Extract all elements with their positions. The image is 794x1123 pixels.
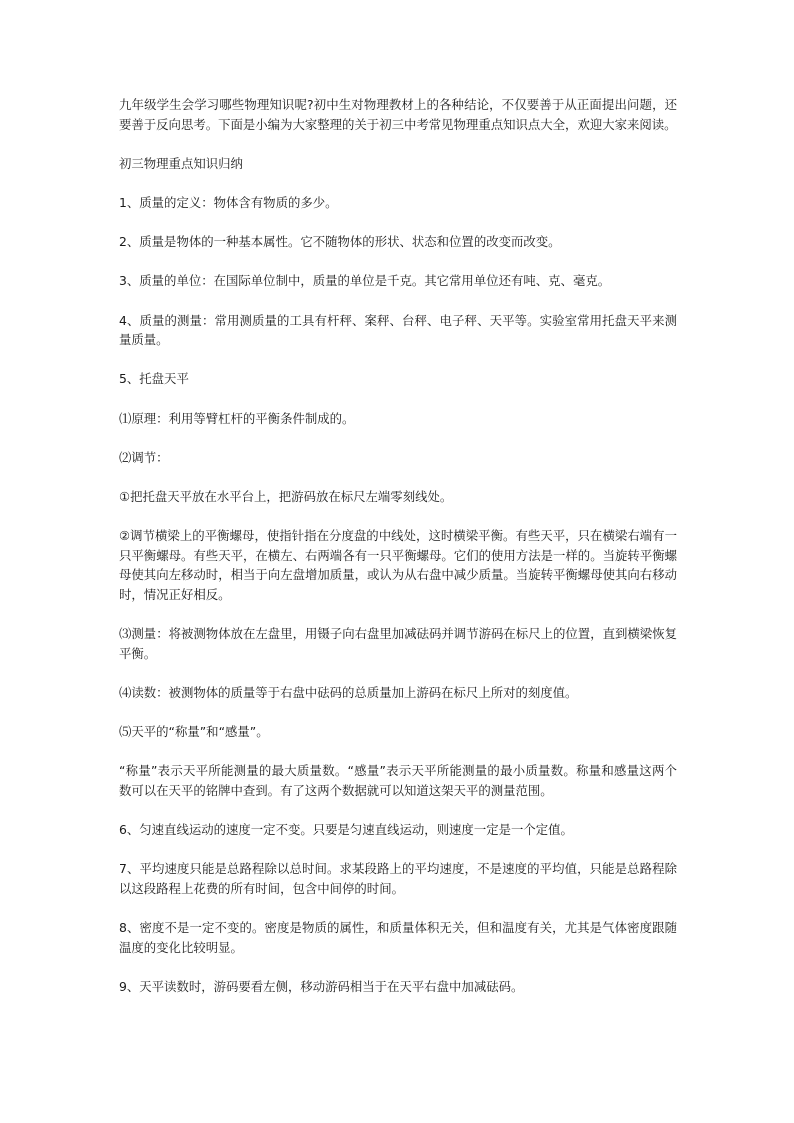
point-4-mass-measurement: 4、质量的测量：常用测质量的工具有杆秤、案秤、台秤、电子秤、天平等。实验室常用托盘天平来测量质量。 [119,312,677,348]
adjustment-step-2: ②调节横梁上的平衡螺母，使指针指在分度盘的中线处，这时横梁平衡。有些天平，只在横梁右端有一只平衡螺母。有些天平，在横左、右两端各有一只平衡螺母。它们的使用方法是一样的。当旋转平衡螺母使其向左移动时，相当于向左盘增加质量，或认为从右盘中减少质量。当旋转平衡螺母使其向右移动时，情况正好相反。 [119,528,677,602]
balance-adjustment: ⑵调节： [119,449,169,465]
point-2-mass-property: 2、质量是物体的一种基本属性。它不随物体的形状、状态和位置的改变而改变。 [119,234,561,250]
balance-capacity-sensitivity: ⑸天平的“称量”和“感量”。 [119,724,269,739]
capacity-sensitivity-explanation: “称量”表示天平所能测量的最大质量数。“感量”表示天平所能测量的最小质量数。称量和感量这两个数可以在天平的铭牌中查到。有了这两个数据就可以知道这架天平的测量范围。 [119,763,677,798]
point-5-tray-balance: 5、托盘天平 [119,371,189,387]
balance-reading: ⑷读数：被测物体的质量等于右盘中砝码的总质量加上游码在标尺上所对的刻度值。 [119,684,578,700]
point-9-balance-reading-tip: 9、天平读数时，游码要看左侧，移动游码相当于在天平右盘中加减砝码。 [119,978,524,994]
document-body [119,95,677,1016]
point-7-average-speed: 7、平均速度只能是总路程除以总时间。求某段路上的平均速度，不是速度的平均值，只能是总路程除以这段路程上花费的所有时间，包含中间停的时间。 [119,861,677,896]
balance-measuring: ⑶测量：将被测物体放在左盘里，用镊子向右盘里加减砝码并调节游码在标尺上的位置，直到横梁恢复平衡。 [119,626,677,661]
point-3-mass-unit: 3、质量的单位：在国际单位制中，质量的单位是千克。其它常用单位还有吨、克、毫克。 [119,273,611,289]
point-6-uniform-motion: 6、匀速直线运动的速度一定不变。只要是匀速直线运动，则速度一定是一个定值。 [119,821,573,837]
intro-paragraph: 九年级学生会学习哪些物理知识呢?初中生对物理教材上的各种结论，不仅要善于从正面提出问题，还要善于反向思考。下面是小编为大家整理的关于初三中考常见物理重点知识点大全，欢迎大家来阅读。 [119,97,677,132]
balance-principle: ⑴原理：利用等臂杠杆的平衡条件制成的。 [119,410,355,426]
point-8-density: 8、密度不是一定不变的。密度是物质的属性，和质量体积无关，但和温度有关，尤其是气体密度跟随温度的变化比较明显。 [119,919,677,955]
point-1-mass-definition: 1、质量的定义：物体含有物质的多少。 [119,194,338,210]
adjustment-step-1: ①把托盘天平放在水平台上，把游码放在标尺左端零刻线处。 [119,488,453,504]
section-title: 初三物理重点知识归纳 [119,155,243,171]
